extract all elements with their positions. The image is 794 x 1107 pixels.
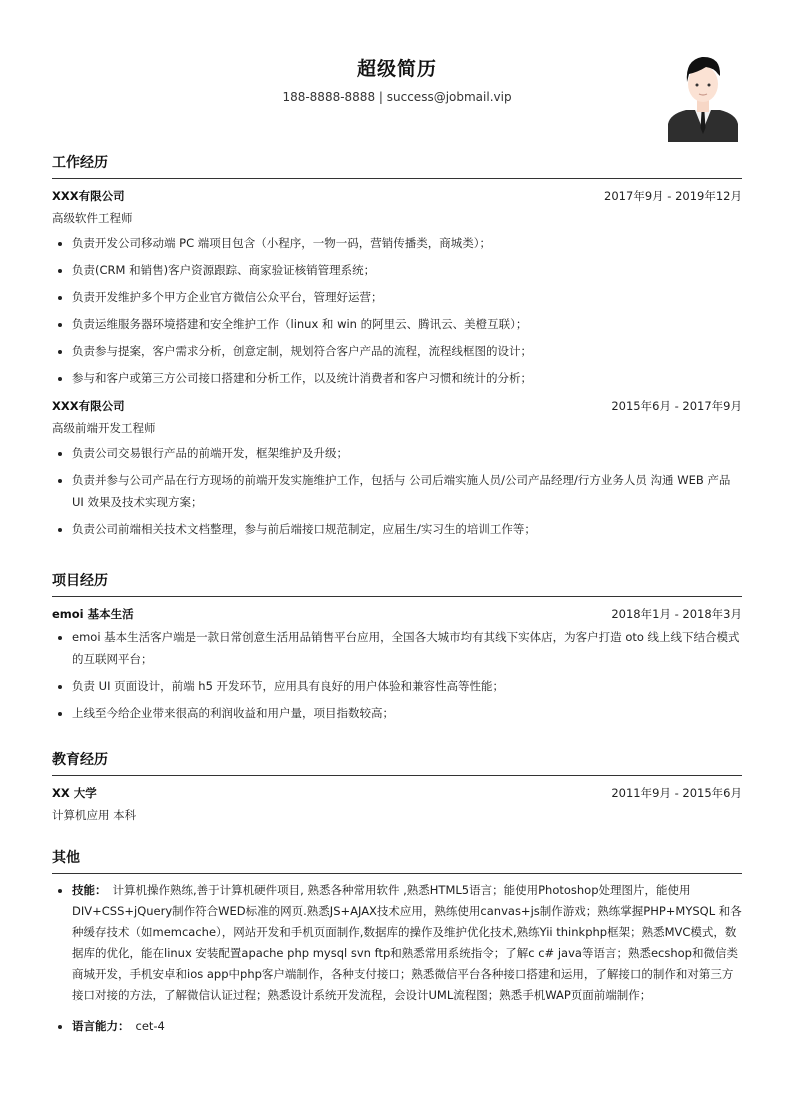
project-details <box>52 627 742 724</box>
job-1-header <box>52 185 742 207</box>
project-name: emoi 基本生活 <box>52 607 134 621</box>
education-date: 2011年9月 - 2015年6月 <box>611 786 742 800</box>
work-section <box>52 152 742 546</box>
skills-label: 技能： <box>72 883 107 897</box>
job-1-role: 高级软件工程师 <box>52 211 133 225</box>
job-2-role: 高级前端开发工程师 <box>52 421 156 435</box>
list-item: • 负责 UI 页面设计，前端 h5 开发环节，应用具有良好的用户体验和兼容性高等性能； <box>72 676 742 698</box>
list-item: • 上线至今给企业带来很高的利润收益和用户量，项目指数较高； <box>72 703 742 725</box>
other-details <box>52 880 742 1037</box>
job-2-date: 2015年6月 - 2017年9月 <box>611 399 742 413</box>
other-section <box>52 847 742 1047</box>
list-item: • 参与和客户或第三方公司接口搭建和分析工作，以及统计消费者和客户习惯和统计的分析； <box>72 368 742 390</box>
work-section-title: 工作经历 <box>52 152 742 179</box>
contact-info: 188-8888-8888 | success@jobmail.vip <box>282 90 512 104</box>
job-1-date: 2017年9月 - 2019年12月 <box>604 189 742 203</box>
list-item: • 负责开发公司移动端 PC 端项目包含（小程序，一物一码，营销传播类，商城类）； <box>72 233 742 255</box>
list-item: • 负责(CRM 和销售)客户资源跟踪、商家验证核销管理系统； <box>72 260 742 282</box>
project-date: 2018年1月 - 2018年3月 <box>611 607 742 621</box>
avatar <box>668 48 738 142</box>
list-item: • emoi 基本生活客户端是一款日常创意生活用品销售平台应用，全国各大城市均有其线下实体店，为客户打造 oto 线上线下结合模式的互联网平台； <box>72 627 742 670</box>
education-section-title: 教育经历 <box>52 749 742 776</box>
list-item: • 负责公司交易银行产品的前端开发，框架维护及升级； <box>72 443 742 465</box>
language-text: cet-4 <box>135 1019 165 1033</box>
education-section <box>52 749 742 828</box>
resume-header <box>52 0 742 150</box>
job-1-company: XXX有限公司 <box>52 189 125 203</box>
candidate-name: 超级简历 <box>356 58 437 80</box>
list-item: • 负责并参与公司产品在行方现场的前端开发实施维护工作，包括与 公司后端实施人员/公司产品经理/行方业务人员 沟通 WEB 产品 UI 效果及技术实现方案； <box>72 470 742 513</box>
projects-section <box>52 570 742 730</box>
project-header <box>52 603 742 625</box>
list-item: • 负责运维服务器环境搭建和安全维护工作（linux 和 win 的阿里云、腾讯云、美橙互联）； <box>72 314 742 336</box>
list-item: • 负责公司前端相关技术文档整理，参与前后端接口规范制定，应届生/实习生的培训工作等； <box>72 519 742 541</box>
job-1-duties <box>52 233 742 390</box>
projects-section-title: 项目经历 <box>52 570 742 597</box>
job-2-company: XXX有限公司 <box>52 399 125 413</box>
school-name: XX 大学 <box>52 786 97 800</box>
job-2-header <box>52 395 742 417</box>
list-item: • 负责参与提案，客户需求分析，创意定制，规划符合客户产品的流程，流程线框图的设计； <box>72 341 742 363</box>
education-major: 计算机应用 本科 <box>52 808 137 822</box>
skills-item <box>72 880 742 1006</box>
list-item: • 负责开发维护多个甲方企业官方微信公众平台，管理好运营； <box>72 287 742 309</box>
skills-text: 计算机操作熟练,善于计算机硬件项目, 熟悉各种常用软件 ,熟悉HTML5语言；能使用Photoshop处理图片，能使用DIV+CSS+jQuery制作符合WED标准的网页.熟悉JS+AJAX技术应用，熟练使用canvas+js制作游戏；熟练掌握PHP+MYSQL 和各种缓存技术（如memcache），网站开发和手机页面制作,数据库的操作及维护优化技术,熟练Yii thinkphp框架；熟悉MVC模式，数据库的优化，能在linux 安装配置apache php mysql svn ftp和熟悉常用系统指令；了解c c# java等语言；熟悉ecshop和微信类商城开发，手机安卓和ios app中php客户端制作，各种支付接口；熟悉微信平台各种接口搭建和运用，了解接口的制作和对第三方接口对接的方法，了解微信认证过程；熟悉设计系统开发流程，会设计UML流程图；熟悉手机WAP页面前端制作； <box>72 883 742 1002</box>
language-label: 语言能力： <box>72 1019 130 1033</box>
job-2-duties <box>52 443 742 540</box>
language-item <box>72 1016 742 1037</box>
education-header <box>52 782 742 804</box>
other-section-title: 其他 <box>52 847 742 874</box>
